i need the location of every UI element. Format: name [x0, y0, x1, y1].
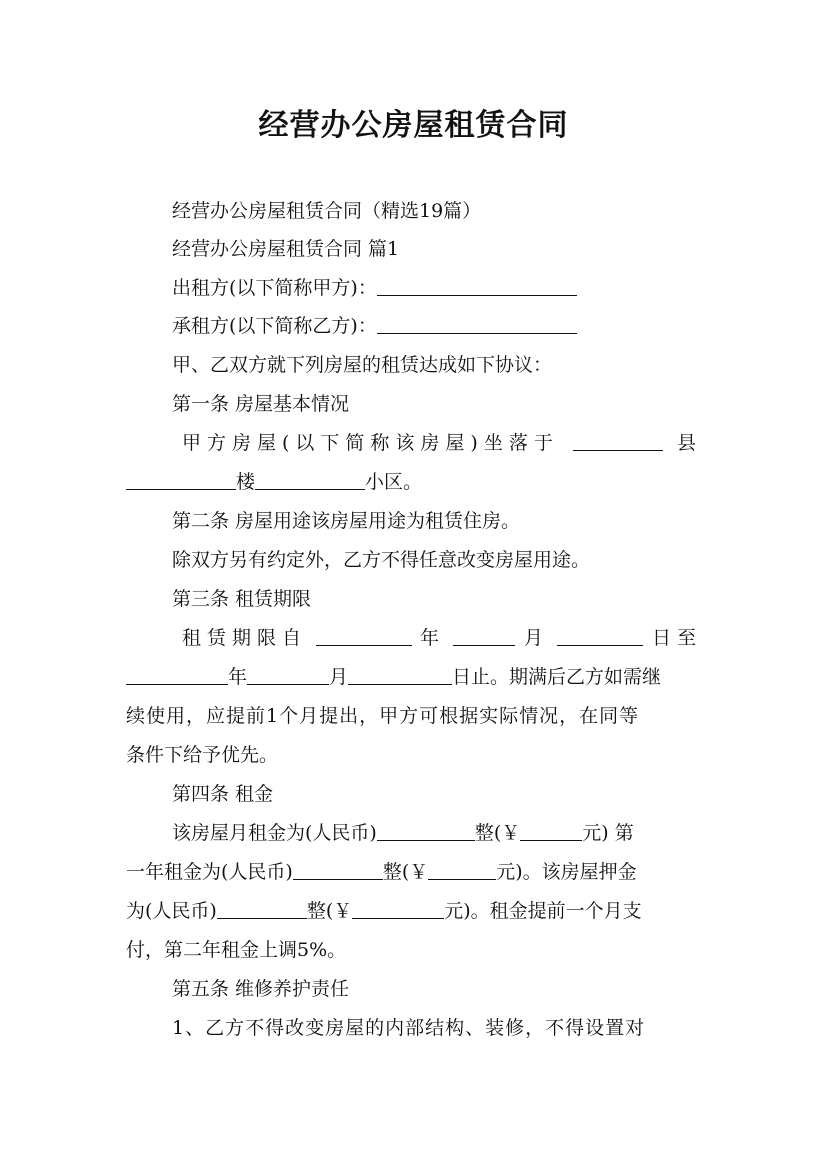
lessee-label: 承租方(以下简称乙方)： [172, 315, 377, 337]
community-blank [255, 471, 365, 490]
start-month-label: 月 [523, 627, 549, 649]
annual-rent-line [126, 853, 702, 891]
lease-term-end-line [126, 658, 702, 696]
deposit-amount-blank [217, 900, 307, 919]
end-month-blank [247, 666, 329, 685]
deposit-yuan-blank [352, 900, 444, 919]
annual-rent-label: 一年租金为(人民币) [126, 861, 293, 883]
start-year-label: 年 [419, 627, 445, 649]
property-location-label: 甲方房屋(以下简称该房屋)坐落于 [182, 432, 559, 454]
end-year-blank [126, 666, 228, 685]
start-day-blank [557, 627, 643, 646]
monthly-rent-label: 该房屋月租金为(人民币) [172, 822, 377, 844]
renewal-clause-end: 条件下给予优先。 [126, 744, 279, 766]
annual-rent-amount-blank [293, 861, 383, 880]
usage-restriction: 除双方另有约定外，乙方不得任意改变房屋用途。 [172, 549, 591, 571]
maintenance-clause-1: 1、乙方不得改变房屋的内部结构、装修，不得设置对 [172, 1017, 646, 1039]
start-month-blank [453, 627, 515, 646]
annual-rent-yuan-label: 整(￥ [382, 861, 429, 883]
document-title: 经营办公房屋租赁合同 [258, 108, 569, 143]
lease-term-label: 租赁期限自 [182, 627, 308, 649]
monthly-rent-amount-blank [377, 822, 475, 841]
article-1-heading: 第一条 房屋基本情况 [172, 393, 350, 415]
monthly-rent-line [126, 814, 702, 852]
lessor-line [126, 269, 702, 307]
monthly-rent-yuan-blank [520, 822, 582, 841]
deposit-label: 为(人民币) [126, 900, 217, 922]
agreement-intro: 甲、乙双方就下列房屋的租赁达成如下协议： [172, 354, 553, 376]
county-label: 县 [676, 432, 702, 454]
annual-rent-end: 元)。该房屋押金 [496, 861, 637, 883]
annual-rent-yuan-blank [428, 861, 496, 880]
article-5-heading: 第五条 维修养护责任 [172, 978, 350, 1000]
contract-subtitle: 经营办公房屋租赁合同（精选19篇） [172, 200, 482, 222]
monthly-rent-yuan-label: 整(￥ [474, 822, 521, 844]
building-label: 楼 [236, 471, 256, 493]
article-2-heading: 第二条 房屋用途该房屋用途为租赁住房。 [172, 510, 521, 532]
end-month-label: 月 [329, 666, 349, 688]
lessee-line [126, 307, 702, 345]
county-blank [573, 432, 663, 451]
lessee-blank [377, 315, 577, 334]
deposit-yuan-label: 整(￥ [306, 900, 353, 922]
renewal-clause: 续使用，应提前1个月提出，甲方可根据实际情况，在同等 [126, 705, 640, 727]
article-3-heading: 第三条 租赁期限 [172, 588, 312, 610]
property-building-line [126, 463, 702, 501]
start-year-blank [316, 627, 412, 646]
article-4-heading: 第四条 租金 [172, 783, 274, 805]
lessor-label: 出租方(以下简称甲方)： [172, 277, 377, 299]
lessor-blank [377, 277, 577, 296]
end-day-label: 日止。期满后乙方如需继 [452, 666, 662, 688]
deposit-line [126, 892, 702, 930]
lease-term-start-line [126, 619, 702, 657]
rent-increase-clause: 付，第二年租金上调5%。 [126, 939, 347, 961]
start-day-label: 日至 [651, 627, 702, 649]
community-label: 小区。 [365, 471, 423, 493]
contract-section-heading: 经营办公房屋租赁合同 篇1 [172, 238, 400, 260]
building-blank [126, 471, 236, 490]
monthly-rent-end: 元) 第 [582, 822, 634, 844]
deposit-end: 元)。租金提前一个月支 [444, 900, 642, 922]
end-year-label: 年 [228, 666, 248, 688]
end-day-blank [348, 666, 452, 685]
property-location-line [126, 424, 702, 462]
